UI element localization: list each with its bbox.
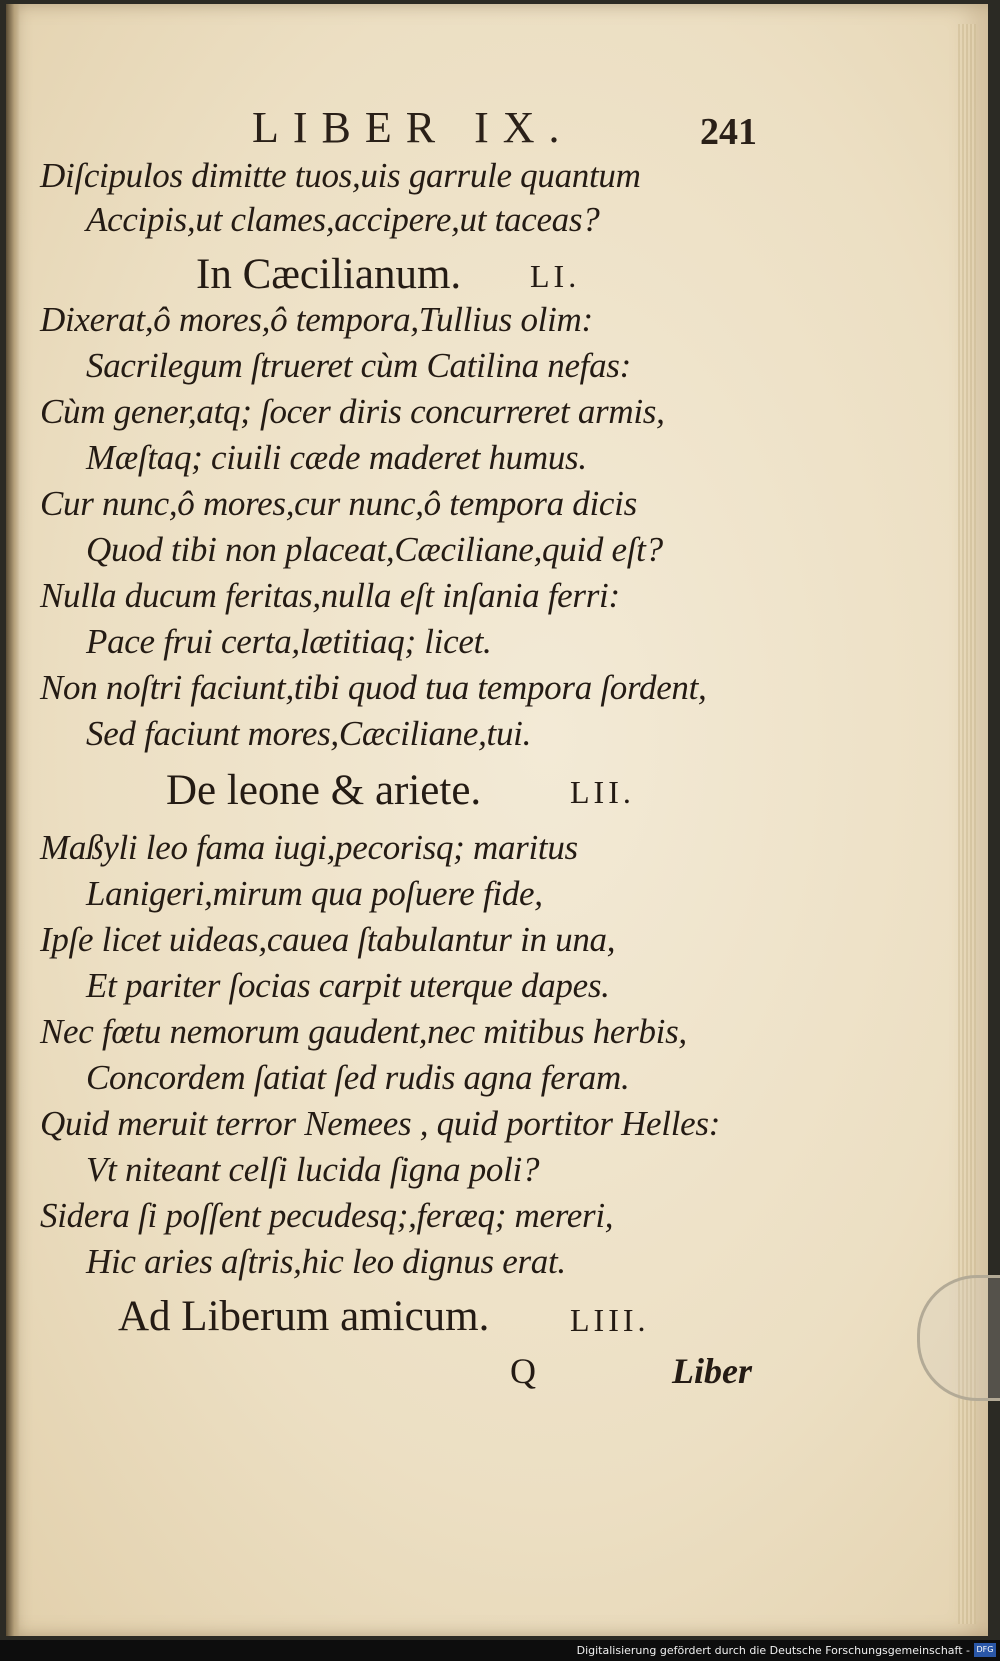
- verse-line: Quid meruit terror Nemees , quid portitor Helles:: [40, 1104, 721, 1143]
- verse-line: Non noſtri faciunt,tibi quod tua tempora ſordent,: [40, 668, 707, 707]
- poem-title: In Cæcilianum.: [196, 251, 462, 298]
- verse-line: Accipis,ut clames,accipere,ut taceas?: [86, 200, 600, 239]
- verse-line: Lanigeri,mirum qua poſuere fide,: [86, 874, 543, 913]
- verse-line: Cùm gener,atq; ſocer diris concurreret armis,: [40, 392, 665, 431]
- verse-line: Mæſtaq; ciuili cæde maderet humus.: [86, 438, 587, 477]
- dfg-logo: DFG: [974, 1643, 996, 1657]
- page-gutter: [6, 4, 20, 1636]
- verse-line: Sed faciunt mores,Cæciliane,tui.: [86, 714, 532, 753]
- verse-line: Diſcipulos dimitte tuos,uis garrule quantum: [40, 156, 641, 195]
- digitization-footer: [0, 1640, 1000, 1661]
- verse-line: Sacrilegum ſtrueret cùm Catilina nefas:: [86, 346, 631, 385]
- verse-line: Concordem ſatiat ſed rudis agna feram.: [86, 1058, 630, 1097]
- verse-line: Sidera ſi poſſent pecudesq;,feræq; mereri,: [40, 1196, 614, 1235]
- poem-title: Ad Liberum amicum.: [118, 1293, 490, 1340]
- verse-line: Ipſe licet uideas,cauea ſtabulantur in una,: [40, 920, 616, 959]
- verse-line: Maßyli leo fama iugi,pecorisq; maritus: [40, 828, 578, 867]
- footer-credit: Digitalisierung gefördert durch die Deutsche Forschungsgemeinschaft -: [576, 1644, 970, 1657]
- verse-line: Pace frui certa,lætitiaq; licet.: [86, 622, 492, 661]
- verse-line: Hic aries aſtris,hic leo dignus erat.: [86, 1242, 566, 1281]
- page-number: 241: [700, 111, 757, 153]
- verse-line: Dixerat,ô mores,ô tempora,Tullius olim:: [40, 300, 593, 339]
- poem-number: LI.: [530, 258, 581, 294]
- verse-line: Quod tibi non placeat,Cæciliane,quid eſt?: [86, 530, 663, 569]
- book-page: [6, 4, 988, 1636]
- verse-line: Nec fœtu nemorum gaudent,nec mitibus herbis,: [40, 1012, 687, 1051]
- signature-mark: Q: [510, 1351, 536, 1391]
- verse-line: Vt niteant celſi lucida ſigna poli?: [86, 1150, 540, 1189]
- catchword: Liber: [672, 1351, 752, 1391]
- poem-number: LII.: [570, 774, 635, 810]
- poem-number: LIII.: [570, 1302, 650, 1338]
- verse-line: Et pariter ſocias carpit uterque dapes.: [86, 966, 610, 1005]
- verse-line: Nulla ducum feritas,nulla eſt inſania ferri:: [40, 576, 620, 615]
- verse-line: Cur nunc,ô mores,cur nunc,ô tempora dicis: [40, 484, 637, 523]
- running-head: LIBER IX.: [252, 103, 574, 152]
- poem-title: De leone & ariete.: [166, 767, 482, 814]
